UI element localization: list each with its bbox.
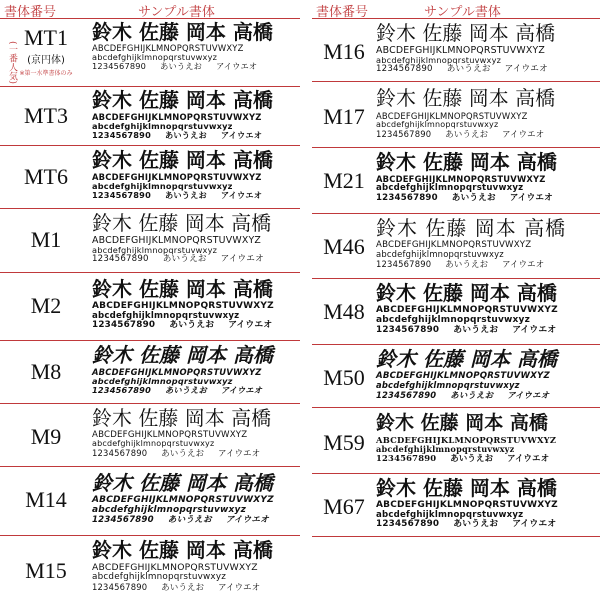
font-row-m16	[312, 19, 600, 82]
sample-digits	[376, 194, 600, 203]
sample-names: 鈴木 佐藤 岡本 高橋	[376, 150, 557, 174]
font-row-m17	[312, 82, 600, 148]
sample-numbers: 1234567890	[376, 258, 432, 269]
font-row-m48	[312, 279, 600, 345]
font-row-m9	[0, 404, 300, 467]
sample-numbers: 1234567890	[376, 519, 440, 530]
sample-katakana: アイウエオ	[504, 64, 548, 75]
sample-lower: abcdefghijklmnopqrstuvwxyz	[92, 245, 218, 256]
font-sample	[92, 90, 300, 140]
font-code: M9	[30, 424, 62, 449]
sample-digits	[92, 583, 300, 592]
sample-upper: ABCDEFGHIJKLMNOPQRSTUVWXYZ	[376, 500, 558, 510]
sample-lower: abcdefghijklmnopqrstuvwxyz	[376, 183, 524, 194]
sample-upper: ABCDEFGHIJKLMNOPQRSTUVWXYZ	[376, 111, 528, 121]
font-sample	[376, 478, 600, 530]
sample-upper: ABCDEFGHIJKLMNOPQRSTUVWXYZ	[376, 174, 546, 184]
sample-upper: ABCDEFGHIJKLMNOPQRSTUVWXYZ	[92, 430, 248, 440]
font-sample	[376, 23, 600, 75]
sample-names: 鈴木 佐藤 岡本 高橋	[376, 86, 556, 110]
font-code: M59	[323, 430, 365, 455]
sample-katakana: アイウエオ	[220, 130, 263, 141]
sample-katakana: アイウエオ	[218, 581, 261, 592]
sample-lower: abcdefghijklmnopqrstuvwxyz	[376, 314, 531, 325]
sample-katakana: アイウエオ	[225, 514, 269, 525]
sample-hiragana: あいうえお	[167, 514, 212, 525]
sample-names: 鈴木 佐藤 岡本 高橋	[376, 476, 557, 500]
font-row-mt3	[0, 87, 300, 146]
sample-numbers: 1234567890	[376, 129, 432, 140]
font-row-m15	[0, 536, 300, 597]
font-sample	[92, 22, 300, 71]
sample-katakana: アイウエオ	[507, 453, 550, 464]
sample-numbers: 1234567890	[376, 389, 437, 400]
sample-names: 鈴木 佐藤 岡本 高橋	[92, 277, 273, 301]
font-row-mt1	[0, 19, 300, 87]
sample-hiragana: あいうえお	[451, 192, 496, 203]
sample-katakana: アイウエオ	[502, 129, 545, 140]
sample-names: 鈴木 佐藤 岡本 高橋	[376, 412, 548, 434]
font-code: M46	[323, 234, 365, 259]
sample-lower: abcdefghijklmnopqrstuvwxyz	[92, 181, 233, 192]
sample-names: 鈴木 佐藤 岡本 高橋	[376, 21, 556, 45]
sample-numbers: 1234567890	[376, 192, 438, 203]
font-code: M21	[323, 168, 365, 193]
sample-names: 鈴木 佐藤 岡本 高橋	[376, 347, 557, 371]
font-sample	[92, 150, 300, 200]
right-column	[312, 0, 600, 537]
sample-lower: abcdefghijklmnopqrstuvwxyz	[376, 444, 515, 455]
sample-upper: ABCDEFGHIJKLMNOPQRSTUVWXYZ	[92, 367, 262, 377]
sample-numbers: 1234567890	[376, 453, 437, 464]
sample-hiragana: あいうえお	[160, 61, 203, 72]
font-sample	[92, 345, 300, 395]
sample-upper: ABCDEFGHIJKLMNOPQRSTUVWXYZ	[92, 235, 261, 246]
font-sample	[376, 414, 600, 463]
sample-numbers: 1234567890	[92, 61, 147, 72]
sample-digits	[376, 326, 600, 336]
font-sample	[92, 540, 300, 592]
font-row-m8	[0, 341, 300, 404]
font-row-m46	[312, 214, 600, 279]
sample-upper: ABCDEFGHIJKLMNOPQRSTUVWXYZ	[376, 240, 532, 250]
sample-names: 鈴木 佐藤 岡本 高橋	[92, 538, 273, 562]
font-sample	[376, 283, 600, 335]
sample-digits	[92, 62, 300, 71]
font-code: M17	[323, 104, 365, 129]
sample-digits	[376, 65, 600, 74]
sample-hiragana: あいうえお	[164, 190, 207, 201]
sample-numbers: 1234567890	[92, 514, 154, 525]
sample-katakana: アイウエオ	[509, 192, 553, 203]
font-sample	[92, 473, 300, 525]
font-row-m2	[0, 273, 300, 341]
sample-katakana: アイウエオ	[512, 519, 557, 530]
sample-digits	[376, 454, 600, 463]
sample-katakana: アイウエオ	[228, 320, 273, 331]
font-code: M16	[323, 39, 365, 64]
sample-numbers: 1234567890	[92, 190, 151, 201]
font-row-m14	[0, 467, 300, 536]
font-code: MT6	[24, 164, 68, 189]
font-row-m21	[312, 148, 600, 214]
sample-upper: ABCDEFGHIJKLMNOPQRSTUVWXYZ	[92, 43, 244, 53]
sample-names: 鈴木 佐藤 岡本 高橋	[92, 20, 273, 44]
left-header	[0, 0, 300, 19]
sample-numbers: 1234567890	[92, 448, 148, 459]
sample-digits	[376, 130, 600, 139]
sample-katakana: アイウエオ	[218, 448, 261, 459]
sample-upper: ABCDEFGHIJKLMNOPQRSTUVWXYZ	[92, 495, 274, 505]
right-header	[312, 0, 600, 19]
sample-upper: ABCDEFGHIJKLMNOPQRSTUVWXYZ	[92, 301, 274, 311]
sample-hiragana: あいうえお	[164, 385, 207, 396]
font-sample	[376, 88, 600, 139]
font-subname: (京円体)	[27, 55, 65, 66]
header-sample-label: サンプル書体	[138, 5, 215, 20]
font-note: ※第一水準書体のみ	[19, 70, 73, 77]
sample-hiragana: あいうえお	[162, 254, 207, 265]
sample-lower: abcdefghijklmnopqrstuvwxyz	[376, 120, 499, 130]
font-sample	[92, 213, 300, 265]
font-sample	[92, 279, 300, 331]
sample-digits	[92, 131, 300, 140]
sample-upper: ABCDEFGHIJKLMNOPQRSTUVWXYZ	[376, 435, 557, 445]
sample-hiragana: あいうえお	[450, 389, 494, 400]
sample-numbers: 1234567890	[92, 385, 151, 396]
sample-lower: abcdefghijklmnopqrstuvwxyz	[92, 572, 227, 583]
font-row-m67	[312, 474, 600, 537]
sample-names: 鈴木 佐藤 岡本 高橋	[92, 406, 272, 430]
sample-lower: abcdefghijklmnopqrstuvwxyz	[92, 504, 247, 515]
font-sample	[376, 218, 600, 269]
sample-lower: abcdefghijklmnopqrstuvwxyz	[376, 380, 520, 391]
font-code: M2	[30, 293, 62, 318]
sample-names: 鈴木 佐藤 岡本 高橋	[376, 216, 567, 240]
sample-numbers: 1234567890	[92, 254, 149, 265]
sample-digits	[92, 191, 300, 200]
sample-upper: ABCDEFGHIJKLMNOPQRSTUVWXYZ	[376, 45, 545, 56]
sample-lower: abcdefghijklmnopqrstuvwxyz	[92, 52, 218, 63]
font-sample	[376, 152, 600, 203]
sample-hiragana: あいうえお	[164, 130, 207, 141]
sample-names: 鈴木 佐藤 岡本 高橋	[92, 88, 273, 112]
sample-hiragana: あいうえお	[445, 258, 489, 269]
sample-hiragana: あいうえお	[161, 448, 205, 459]
sample-numbers: 1234567890	[92, 320, 156, 331]
sample-katakana: アイウエオ	[512, 324, 557, 335]
sample-numbers: 1234567890	[376, 64, 433, 75]
sample-lower: abcdefghijklmnopqrstuvwxyz	[92, 121, 233, 132]
sample-digits	[376, 520, 600, 530]
sample-names: 鈴木 佐藤 岡本 高橋	[92, 148, 273, 172]
font-sample	[376, 349, 600, 400]
sample-upper: ABCDEFGHIJKLMNOPQRSTUVWXYZ	[92, 562, 258, 573]
font-code: M48	[323, 299, 365, 324]
sample-katakana: アイウエオ	[507, 389, 550, 400]
sample-hiragana: あいうえお	[445, 129, 489, 140]
sample-katakana: アイウエオ	[216, 61, 258, 72]
sample-numbers: 1234567890	[92, 130, 151, 141]
sample-lower: abcdefghijklmnopqrstuvwxyz	[376, 249, 504, 260]
sample-numbers: 1234567890	[376, 324, 440, 335]
header-code-label: 書体番号	[316, 5, 369, 20]
sample-upper: ABCDEFGHIJKLMNOPQRSTUVWXYZ	[376, 371, 550, 381]
sample-upper: ABCDEFGHIJKLMNOPQRSTUVWXYZ	[92, 172, 262, 182]
sample-katakana: アイウエオ	[220, 385, 263, 396]
sample-digits	[92, 255, 300, 264]
sample-hiragana: あいうえお	[446, 64, 491, 75]
sample-numbers: 1234567890	[92, 581, 148, 592]
sample-names: 鈴木 佐藤 岡本 高橋	[92, 211, 272, 235]
font-code: M14	[25, 487, 67, 512]
sample-names: 鈴木 佐藤 岡本 高橋	[92, 343, 273, 367]
sample-hiragana: あいうえお	[169, 320, 215, 331]
font-code: M67	[323, 494, 365, 519]
font-code: M50	[323, 365, 365, 390]
header-code-label: 書体番号	[4, 5, 57, 20]
sample-names: 鈴木 佐藤 岡本 高橋	[376, 281, 557, 305]
sample-digits	[92, 321, 300, 331]
font-row-m50	[312, 345, 600, 408]
sample-hiragana: あいうえお	[161, 581, 205, 592]
sample-upper: ABCDEFGHIJKLMNOPQRSTUVWXYZ	[92, 112, 262, 122]
header-sample-label: サンプル書体	[424, 5, 501, 20]
sample-hiragana: あいうえお	[453, 519, 499, 530]
sample-names: 鈴木 佐藤 岡本 高橋	[92, 471, 273, 495]
sample-digits	[92, 386, 300, 395]
sample-hiragana: あいうえお	[453, 324, 499, 335]
font-code: M8	[30, 359, 62, 384]
left-column	[0, 0, 300, 597]
font-code: MT3	[24, 103, 68, 128]
sample-katakana: アイウエオ	[220, 190, 263, 201]
sample-lower: abcdefghijklmnopqrstuvwxyz	[92, 376, 233, 387]
font-code: M15	[25, 558, 67, 583]
font-row-m1	[0, 209, 300, 273]
sample-katakana: アイウエオ	[502, 258, 545, 269]
font-code: M1	[30, 227, 62, 252]
font-row-mt6	[0, 146, 300, 209]
sample-lower: abcdefghijklmnopqrstuvwxyz	[92, 310, 240, 321]
popularity-note: (一番人気)	[7, 41, 17, 85]
sample-lower: abcdefghijklmnopqrstuvwxyz	[376, 509, 524, 520]
sample-lower: abcdefghijklmnopqrstuvwxyz	[92, 439, 215, 449]
sample-katakana: アイウエオ	[220, 254, 264, 265]
font-code: MT1	[24, 25, 68, 50]
sample-digits	[376, 260, 600, 269]
sample-digits	[92, 449, 300, 458]
font-row-m59	[312, 408, 600, 474]
sample-digits	[376, 391, 600, 400]
sample-hiragana: あいうえお	[450, 453, 494, 464]
sample-upper: ABCDEFGHIJKLMNOPQRSTUVWXYZ	[376, 305, 558, 315]
font-sample	[92, 408, 300, 458]
sample-digits	[92, 516, 300, 525]
sample-lower: abcdefghijklmnopqrstuvwxyz	[376, 55, 502, 66]
